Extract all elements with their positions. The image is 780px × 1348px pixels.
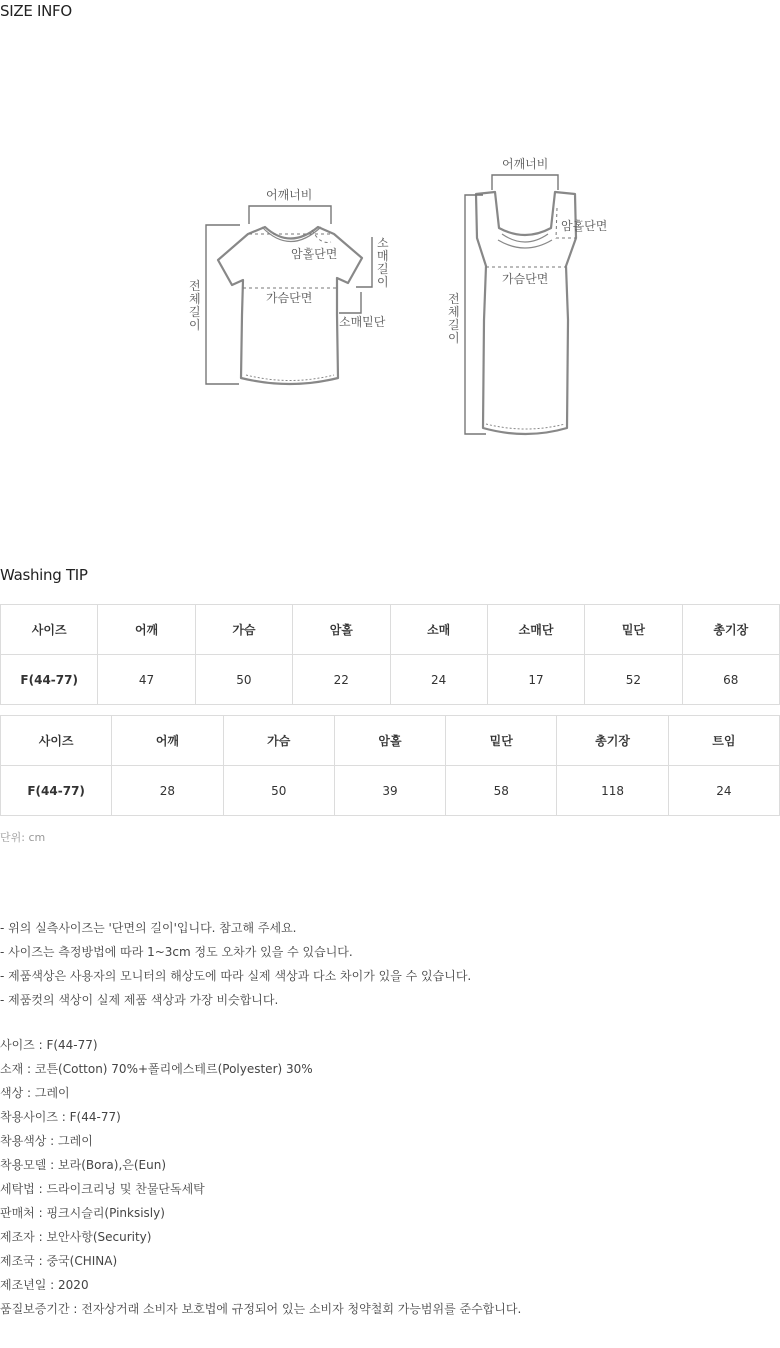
table-header: 암홀 <box>293 605 390 655</box>
svg-text:이: 이 <box>377 275 389 289</box>
table-cell: 39 <box>334 766 445 816</box>
unit-note: 단위: cm <box>0 831 46 844</box>
tshirt-sleeve-length-label <box>377 236 389 289</box>
svg-text:체: 체 <box>189 292 201 306</box>
size-diagram <box>0 150 780 450</box>
size-info-title: SIZE INFO <box>0 2 72 20</box>
dress-armhole-label: 암홀단면 <box>561 219 608 233</box>
table-cell-size: F(44-77) <box>1 655 98 705</box>
size-table-bottom <box>0 715 780 816</box>
size-diagram-svg <box>0 150 780 450</box>
table-cell: 22 <box>293 655 390 705</box>
table-cell: 24 <box>390 655 487 705</box>
table-header-row <box>1 716 780 766</box>
svg-text:체: 체 <box>448 305 460 319</box>
table-cell: 118 <box>557 766 668 816</box>
svg-text:이: 이 <box>448 331 460 345</box>
svg-text:매: 매 <box>377 249 389 263</box>
svg-text:이: 이 <box>189 318 201 332</box>
spec-line: 착용모델 : 보라(Bora),은(Eun) <box>0 1158 167 1172</box>
svg-text:길: 길 <box>189 305 201 319</box>
spec-line: 제조자 : 보안사항(Security) <box>0 1230 152 1244</box>
table-cell-size: F(44-77) <box>1 766 112 816</box>
table-header: 소매단 <box>487 605 584 655</box>
table-header: 사이즈 <box>1 605 98 655</box>
table-header: 밑단 <box>446 716 557 766</box>
spec-line: 품질보증기간 : 전자상거래 소비자 보호법에 규정되어 있는 소비자 청약철회 가능범위를 준수합니다. <box>0 1302 522 1316</box>
dress-chest-label: 가슴단면 <box>502 272 549 286</box>
table-header: 가슴 <box>223 716 334 766</box>
svg-text:전: 전 <box>189 279 201 293</box>
table-header: 총기장 <box>682 605 779 655</box>
table-cell: 28 <box>112 766 223 816</box>
svg-text:소: 소 <box>377 236 389 250</box>
table-cell: 52 <box>585 655 682 705</box>
dress-total-length-label <box>448 291 460 345</box>
spec-line: 사이즈 : F(44-77) <box>0 1038 98 1052</box>
table-header: 총기장 <box>557 716 668 766</box>
tshirt-chest-label: 가슴단면 <box>266 291 313 305</box>
table-row <box>1 655 780 705</box>
svg-text:전: 전 <box>448 292 460 306</box>
tshirt-diagram <box>218 227 362 384</box>
table-cell: 58 <box>446 766 557 816</box>
table-header: 밑단 <box>585 605 682 655</box>
table-header: 사이즈 <box>1 716 112 766</box>
product-specs <box>0 1033 521 1321</box>
table-header: 어깨 <box>98 605 195 655</box>
table-cell: 50 <box>223 766 334 816</box>
note-line: - 제품컷의 색상이 실제 제품 색상과 가장 비슷합니다. <box>0 993 279 1007</box>
table-cell: 50 <box>195 655 292 705</box>
spec-line: 착용사이즈 : F(44-77) <box>0 1110 121 1124</box>
tshirt-total-length-label <box>189 278 201 332</box>
tshirt-shoulder-label: 어깨너비 <box>266 188 313 202</box>
spec-line: 제조년일 : 2020 <box>0 1278 89 1292</box>
washing-tip-title: Washing TIP <box>0 566 88 584</box>
table-header: 소매 <box>390 605 487 655</box>
spec-line: 착용색상 : 그레이 <box>0 1134 93 1148</box>
note-line: - 사이즈는 측정방법에 따라 1~3cm 정도 오차가 있을 수 있습니다. <box>0 945 353 959</box>
svg-text:길: 길 <box>377 262 389 276</box>
size-notes <box>0 916 471 1012</box>
spec-line: 소재 : 코튼(Cotton) 70%+폴리에스테르(Polyester) 30% <box>0 1062 313 1076</box>
table-cell: 47 <box>98 655 195 705</box>
note-line: - 위의 실측사이즈는 '단면의 길이'입니다. 참고해 주세요. <box>0 921 297 935</box>
table-header: 어깨 <box>112 716 223 766</box>
table-cell: 24 <box>668 766 779 816</box>
svg-text:길: 길 <box>448 318 460 332</box>
spec-line: 판매처 : 핑크시슬리(Pinksisly) <box>0 1206 165 1220</box>
tshirt-armhole-label: 암홀단면 <box>291 247 338 261</box>
table-header-row <box>1 605 780 655</box>
size-table-top <box>0 604 780 705</box>
tshirt-sleeve-hem-label: 소매밑단 <box>339 315 386 329</box>
table-header: 트임 <box>668 716 779 766</box>
table-cell: 17 <box>487 655 584 705</box>
table-header: 가슴 <box>195 605 292 655</box>
spec-line: 세탁법 : 드라이크리닝 및 찬물단독세탁 <box>0 1182 205 1196</box>
note-line: - 제품색상은 사용자의 모니터의 해상도에 따라 실제 색상과 다소 차이가 있을 수 있습니다. <box>0 969 472 983</box>
dress-shoulder-label: 어깨너비 <box>502 157 549 171</box>
table-header: 암홀 <box>334 716 445 766</box>
table-row <box>1 766 780 816</box>
spec-line: 색상 : 그레이 <box>0 1086 70 1100</box>
table-cell: 68 <box>682 655 779 705</box>
spec-line: 제조국 : 중국(CHINA) <box>0 1254 118 1268</box>
